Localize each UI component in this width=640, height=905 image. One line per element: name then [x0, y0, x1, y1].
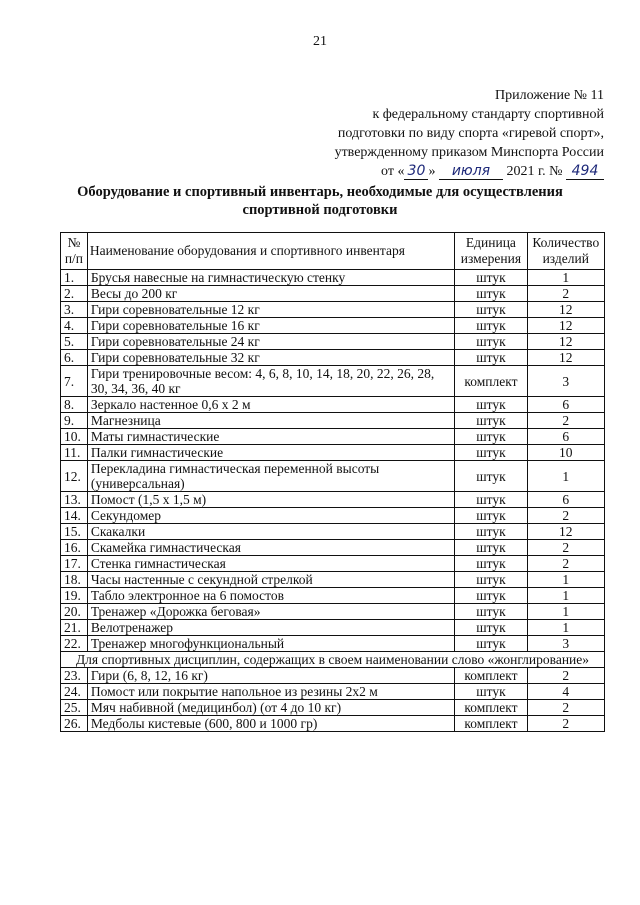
row-number: 3. — [61, 302, 88, 318]
table-header-row — [61, 233, 605, 270]
table-row — [61, 620, 605, 636]
row-name: Мяч набивной (медицинбол) (от 4 до 10 кг) — [87, 700, 454, 716]
row-name: Маты гимнастические — [87, 429, 454, 445]
table-row — [61, 270, 605, 286]
row-quantity: 12 — [527, 302, 604, 318]
row-unit: штук — [455, 397, 527, 413]
row-name: Табло электронное на 6 помостов — [87, 588, 454, 604]
row-number: 5. — [61, 334, 88, 350]
table-row — [61, 572, 605, 588]
order-number: 494 — [566, 164, 604, 180]
row-name: Гири соревновательные 12 кг — [87, 302, 454, 318]
table-row — [61, 350, 605, 366]
row-unit: комплект — [455, 716, 527, 732]
row-number: 4. — [61, 318, 88, 334]
row-unit: комплект — [455, 700, 527, 716]
appendix-title: Приложение № 11 — [495, 88, 604, 103]
table-row — [61, 604, 605, 620]
title-line-2: спортивной подготовки — [242, 202, 398, 218]
row-name: Велотренажер — [87, 620, 454, 636]
row-number: 8. — [61, 397, 88, 413]
table-row — [61, 461, 605, 492]
date-mid: » — [428, 164, 436, 179]
equipment-table — [60, 232, 605, 732]
header-name: Наименование оборудования и спортивного инвентаря — [87, 233, 454, 270]
row-unit: штук — [455, 636, 527, 652]
row-number: 16. — [61, 540, 88, 556]
row-number: 19. — [61, 588, 88, 604]
row-quantity: 2 — [527, 716, 604, 732]
row-unit: штук — [455, 334, 527, 350]
row-number: 13. — [61, 492, 88, 508]
header-quantity: Количество изделий — [527, 233, 604, 270]
row-number: 9. — [61, 413, 88, 429]
row-name: Помост или покрытие напольное из резины 2х2 м — [87, 684, 454, 700]
row-quantity: 6 — [527, 397, 604, 413]
row-name: Брусья навесные на гимнастическую стенку — [87, 270, 454, 286]
row-number: 22. — [61, 636, 88, 652]
table-row — [61, 556, 605, 572]
row-number: 12. — [61, 461, 88, 492]
appendix-line-4: утвержденному приказом Минспорта России — [334, 145, 604, 160]
row-name: Перекладина гимнастическая переменной высоты (универсальная) — [87, 461, 454, 492]
row-name: Весы до 200 кг — [87, 286, 454, 302]
row-quantity: 1 — [527, 461, 604, 492]
section-body — [61, 652, 605, 668]
document-title — [0, 183, 640, 219]
row-unit: штук — [455, 604, 527, 620]
row-quantity: 2 — [527, 508, 604, 524]
row-number: 21. — [61, 620, 88, 636]
row-name: Секундомер — [87, 508, 454, 524]
row-unit: штук — [455, 572, 527, 588]
row-name: Гири соревновательные 24 кг — [87, 334, 454, 350]
row-unit: штук — [455, 302, 527, 318]
row-number: 20. — [61, 604, 88, 620]
row-unit: штук — [455, 508, 527, 524]
row-name: Скамейка гимнастическая — [87, 540, 454, 556]
row-unit: штук — [455, 286, 527, 302]
table-row — [61, 716, 605, 732]
row-quantity: 2 — [527, 556, 604, 572]
row-name: Тренажер многофункциональный — [87, 636, 454, 652]
row-unit: штук — [455, 445, 527, 461]
table-row — [61, 334, 605, 350]
table-row — [61, 429, 605, 445]
row-number: 15. — [61, 524, 88, 540]
row-unit: штук — [455, 588, 527, 604]
row-unit: штук — [455, 270, 527, 286]
row-unit: штук — [455, 524, 527, 540]
row-name: Медболы кистевые (600, 800 и 1000 гр) — [87, 716, 454, 732]
row-number: 14. — [61, 508, 88, 524]
title-line-1: Оборудование и спортивный инвентарь, необходимые для осуществления — [77, 184, 563, 200]
row-name: Тренажер «Дорожка беговая» — [87, 604, 454, 620]
row-quantity: 3 — [527, 366, 604, 397]
row-unit: штук — [455, 540, 527, 556]
row-quantity: 12 — [527, 350, 604, 366]
row-name: Палки гимнастические — [87, 445, 454, 461]
appendix-header — [335, 86, 604, 181]
row-name: Помост (1,5 х 1,5 м) — [87, 492, 454, 508]
table-row — [61, 286, 605, 302]
row-quantity: 1 — [527, 620, 604, 636]
row-number: 10. — [61, 429, 88, 445]
row-quantity: 10 — [527, 445, 604, 461]
table-row — [61, 668, 605, 684]
date-day: 30 — [404, 164, 428, 180]
section-row — [61, 652, 605, 668]
table-row — [61, 684, 605, 700]
row-unit: штук — [455, 318, 527, 334]
row-name: Часы настенные с секундной стрелкой — [87, 572, 454, 588]
row-number: 17. — [61, 556, 88, 572]
row-name: Гири тренировочные весом: 4, 6, 8, 10, 14, 18, 20, 22, 26, 28, 30, 34, 36, 40 кг — [87, 366, 454, 397]
row-quantity: 1 — [527, 270, 604, 286]
row-number: 1. — [61, 270, 88, 286]
page-number: 21 — [313, 34, 327, 49]
row-number: 7. — [61, 366, 88, 397]
row-number: 23. — [61, 668, 88, 684]
row-number: 18. — [61, 572, 88, 588]
row-unit: комплект — [455, 668, 527, 684]
table-row — [61, 302, 605, 318]
row-quantity: 2 — [527, 286, 604, 302]
appendix-line-2: к федеральному стандарту спортивной — [372, 107, 604, 122]
date-year: 2021 г. № — [506, 164, 563, 179]
row-number: 2. — [61, 286, 88, 302]
appendix-line-3: подготовки по виду спорта «гиревой спорт», — [337, 126, 604, 141]
row-unit: штук — [455, 620, 527, 636]
table-body-juggling — [61, 668, 605, 732]
row-quantity: 2 — [527, 540, 604, 556]
row-unit: штук — [455, 492, 527, 508]
row-quantity: 2 — [527, 413, 604, 429]
row-quantity: 12 — [527, 524, 604, 540]
row-name: Зеркало настенное 0,6 х 2 м — [87, 397, 454, 413]
row-unit: штук — [455, 413, 527, 429]
row-quantity: 1 — [527, 604, 604, 620]
row-quantity: 6 — [527, 492, 604, 508]
row-quantity: 12 — [527, 318, 604, 334]
date-month: июля — [439, 164, 503, 180]
table-row — [61, 636, 605, 652]
row-name: Скакалки — [87, 524, 454, 540]
row-quantity: 12 — [527, 334, 604, 350]
table-row — [61, 588, 605, 604]
row-quantity: 1 — [527, 572, 604, 588]
row-quantity: 6 — [527, 429, 604, 445]
row-unit: штук — [455, 350, 527, 366]
row-number: 25. — [61, 700, 88, 716]
row-name: Гири соревновательные 16 кг — [87, 318, 454, 334]
row-unit: штук — [455, 684, 527, 700]
row-number: 6. — [61, 350, 88, 366]
table-row — [61, 492, 605, 508]
table-row — [61, 413, 605, 429]
row-quantity: 4 — [527, 684, 604, 700]
row-name: Гири соревновательные 32 кг — [87, 350, 454, 366]
row-name: Магнезница — [87, 413, 454, 429]
section-heading: Для спортивных дисциплин, содержащих в своем наименовании слово «жонглирование» — [61, 652, 605, 668]
header-number: № п/п — [61, 233, 88, 270]
table-row — [61, 540, 605, 556]
row-quantity: 3 — [527, 636, 604, 652]
row-quantity: 2 — [527, 668, 604, 684]
row-number: 11. — [61, 445, 88, 461]
row-unit: штук — [455, 461, 527, 492]
header-unit: Единица измерения — [455, 233, 527, 270]
row-quantity: 2 — [527, 700, 604, 716]
table-row — [61, 524, 605, 540]
row-number: 24. — [61, 684, 88, 700]
table-row — [61, 445, 605, 461]
row-number: 26. — [61, 716, 88, 732]
table-row — [61, 397, 605, 413]
table-row — [61, 366, 605, 397]
row-quantity: 1 — [527, 588, 604, 604]
row-unit: штук — [455, 429, 527, 445]
row-unit: штук — [455, 556, 527, 572]
row-unit: комплект — [455, 366, 527, 397]
table-row — [61, 318, 605, 334]
table-body — [61, 270, 605, 652]
appendix-date-line — [335, 162, 604, 181]
table-row — [61, 508, 605, 524]
table-row — [61, 700, 605, 716]
row-name: Стенка гимнастическая — [87, 556, 454, 572]
row-name: Гири (6, 8, 12, 16 кг) — [87, 668, 454, 684]
date-prefix: от « — [381, 164, 405, 179]
